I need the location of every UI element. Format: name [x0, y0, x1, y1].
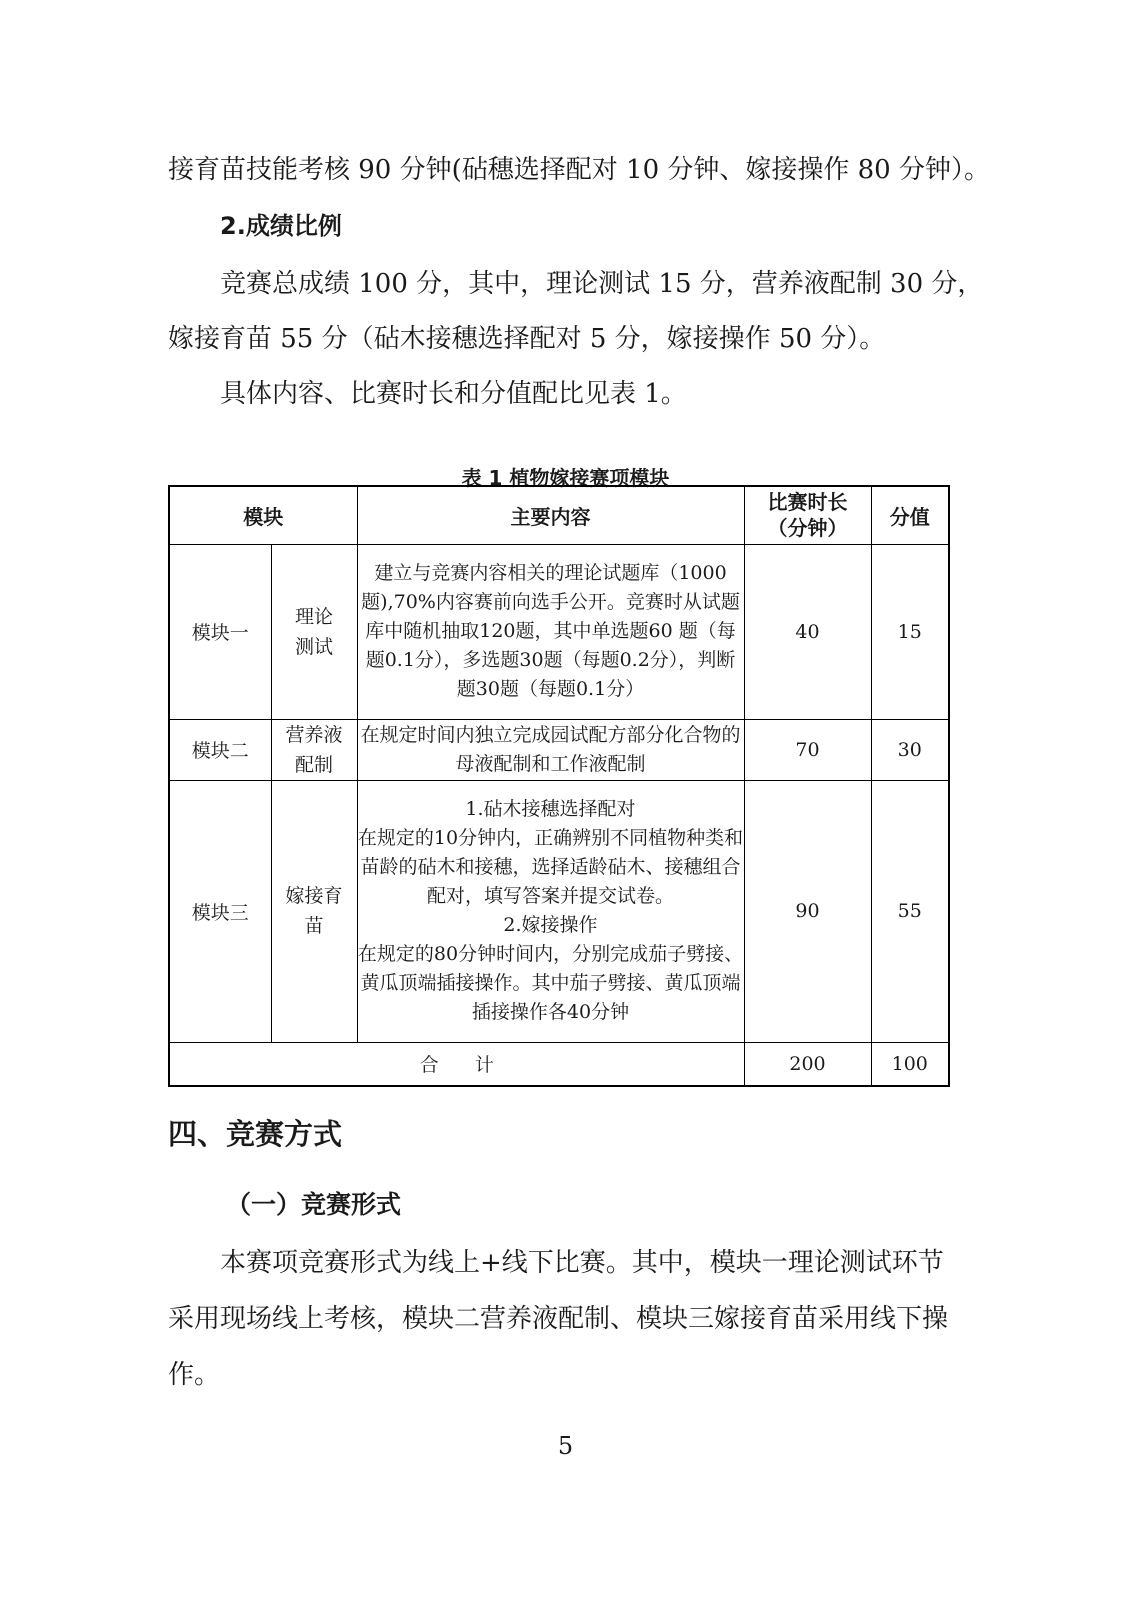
paragraph-line: 竞赛总成绩 100 分，其中，理论测试 15 分，营养液配制 30 分， — [220, 269, 984, 299]
paragraph-line: 作。 — [168, 1360, 221, 1390]
table-total-row — [169, 1042, 949, 1086]
module-score: 15 — [871, 544, 949, 719]
module-content: 建立与竞赛内容相关的理论试题库（1000题),70%内容赛前向选手公开。竞赛时从试题库中随机抽取120题，其中单选题60 题（每题0.1分），多选题30题（每题0.2分），判断题30题（每题0.1分） — [357, 544, 744, 719]
module-name: 模块二 — [169, 719, 271, 780]
module-score: 55 — [871, 780, 949, 1042]
subsection-heading: （一）竞赛形式 — [226, 1190, 402, 1219]
header-duration: 比赛时长 （分钟） — [744, 486, 871, 544]
total-score: 100 — [871, 1042, 949, 1086]
page-number: 5 — [557, 1432, 574, 1460]
module-duration: 40 — [744, 544, 871, 719]
module-sub-name: 营养液 配制 — [271, 719, 357, 780]
paragraph-line: 嫁接育苗 55 分（砧木接穗选择配对 5 分，嫁接操作 50 分）。 — [168, 324, 886, 354]
header-content: 主要内容 — [357, 486, 744, 544]
paragraph-line: 本赛项竞赛形式为线上+线下比赛。其中，模块一理论测试环节 — [220, 1248, 944, 1278]
module-table — [168, 485, 950, 1087]
table-row — [169, 544, 949, 719]
total-duration: 200 — [744, 1042, 871, 1086]
module-score: 30 — [871, 719, 949, 780]
section-heading: 四、竞赛方式 — [168, 1117, 343, 1151]
total-label: 合 计 — [169, 1042, 744, 1086]
module-sub-name: 理论 测试 — [271, 544, 357, 719]
section-title-ratio: 2.成绩比例 — [220, 212, 342, 240]
table-caption: 表 1 植物嫁接赛项模块 — [461, 466, 670, 490]
module-content: 在规定时间内独立完成园试配方部分化合物的母液配制和工作液配制 — [357, 719, 744, 780]
module-content: 1.砧木接穗选择配对 在规定的10分钟内，正确辨别不同植物种类和苗龄的砧木和接穗，选择适龄砧木、接穗组合配对，填写答案并提交试卷。 2.嫁接操作 在规定的80分钟时间内，分别完成茄子劈接、黄瓜顶端插接操作。其中茄子劈接、黄瓜顶端插接操作各40分钟 — [357, 780, 744, 1042]
paragraph-line: 接育苗技能考核 90 分钟(砧穗选择配对 10 分钟、嫁接操作 80 分钟）。 — [168, 155, 990, 185]
table-row — [169, 719, 949, 780]
module-name: 模块一 — [169, 544, 271, 719]
module-sub-name: 嫁接育 苗 — [271, 780, 357, 1042]
module-duration: 70 — [744, 719, 871, 780]
header-score: 分值 — [871, 486, 949, 544]
module-name: 模块三 — [169, 780, 271, 1042]
table-row — [169, 780, 949, 1042]
paragraph-line: 采用现场线上考核，模块二营养液配制、模块三嫁接育苗采用线下操 — [168, 1304, 949, 1334]
module-duration: 90 — [744, 780, 871, 1042]
paragraph-line: 具体内容、比赛时长和分值配比见表 1。 — [220, 379, 687, 409]
header-module: 模块 — [169, 486, 357, 544]
